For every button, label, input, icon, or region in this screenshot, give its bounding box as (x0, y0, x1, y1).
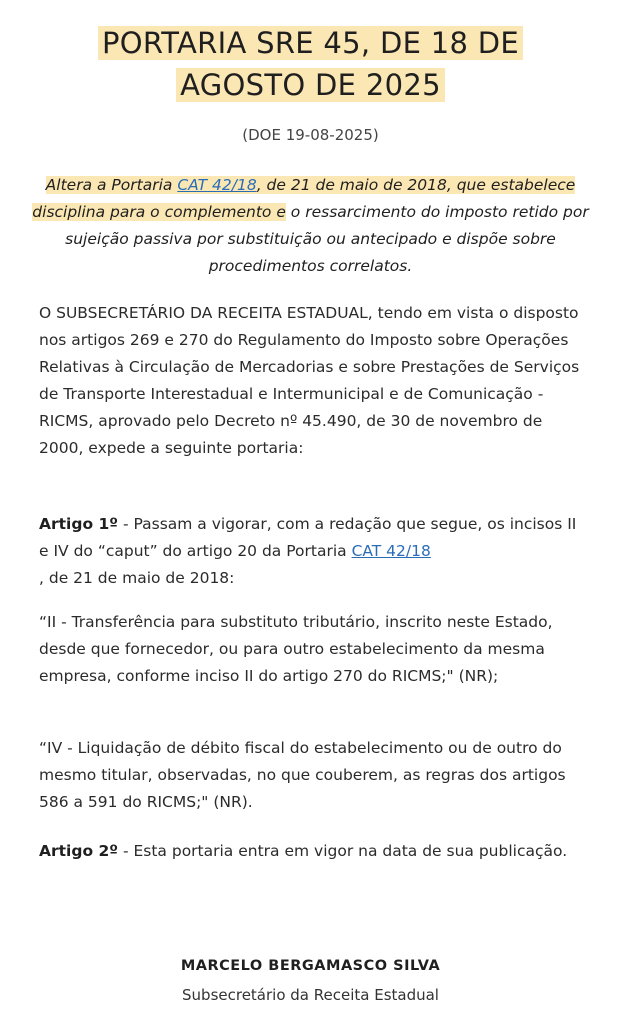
artigo-1 (39, 511, 584, 592)
signature-name: MARCELO BERGAMASCO SILVA (180, 958, 441, 974)
artigo-1-label: Artigo 1º (39, 515, 119, 533)
artigo-1-tail: , de 21 de maio de 2018: (39, 569, 235, 587)
ementa-prefix: Altera a Portaria (45, 176, 178, 194)
artigo-2-label: Artigo 2º (39, 842, 119, 860)
title-line-2: AGOSTO DE 2025 (176, 68, 445, 102)
preamble: O SUBSECRETÁRIO DA RECEITA ESTADUAL, tendo em vista o disposto nos artigos 269 e 270 do Regulamento do Imposto sobre Operações Relativas à Circulação de Mercadorias e sobre Prestações de Serviços de Transporte Interestadual e Intermunicipal e de Comunicação - RICMS, aprovado pelo Decreto nº 45.490, de 30 de novembro de 2000, expede a seguinte portaria: (39, 304, 580, 457)
artigo-2 (39, 838, 584, 865)
ementa (30, 172, 591, 280)
artigo-1-text: - Passam a vigorar, com a redação que segue, os incisos II e IV do “caput” do artigo 20 da Portaria (39, 515, 577, 560)
page-title (0, 22, 621, 106)
title-line-1: PORTARIA SRE 45, DE 18 DE (98, 26, 523, 60)
signature-role: Subsecretário da Receita Estadual (182, 986, 439, 1004)
ementa-highlighted-text: , de 21 de maio de 2018, que estabelece disciplina para o complemento e (32, 176, 576, 221)
inciso-ii: “II - Transferência para substituto tributário, inscrito neste Estado, desde que fornecedor, ou para outro estabelecimento da mesma empresa, conforme inciso II do artigo 270 do RICMS;" (NR); (39, 613, 553, 685)
artigo-1-cat-link[interactable]: CAT 42/18 (351, 542, 431, 560)
doe-date: (DOE 19-08-2025) (242, 126, 379, 144)
ementa-rest: o ressarcimento do imposto retido por sujeição passiva por substituição ou antecipado e dispõe sobre procedimentos correlatos. (65, 203, 589, 275)
artigo-2-text: - Esta portaria entra em vigor na data de sua publicação. (118, 842, 568, 860)
inciso-iv: “IV - Liquidação de débito fiscal do estabelecimento ou de outro do mesmo titular, observadas, no que couberem, as regras dos artigos 586 a 591 do RICMS;" (NR). (39, 739, 566, 811)
ementa-cat-link[interactable]: CAT 42/18 (177, 176, 257, 194)
